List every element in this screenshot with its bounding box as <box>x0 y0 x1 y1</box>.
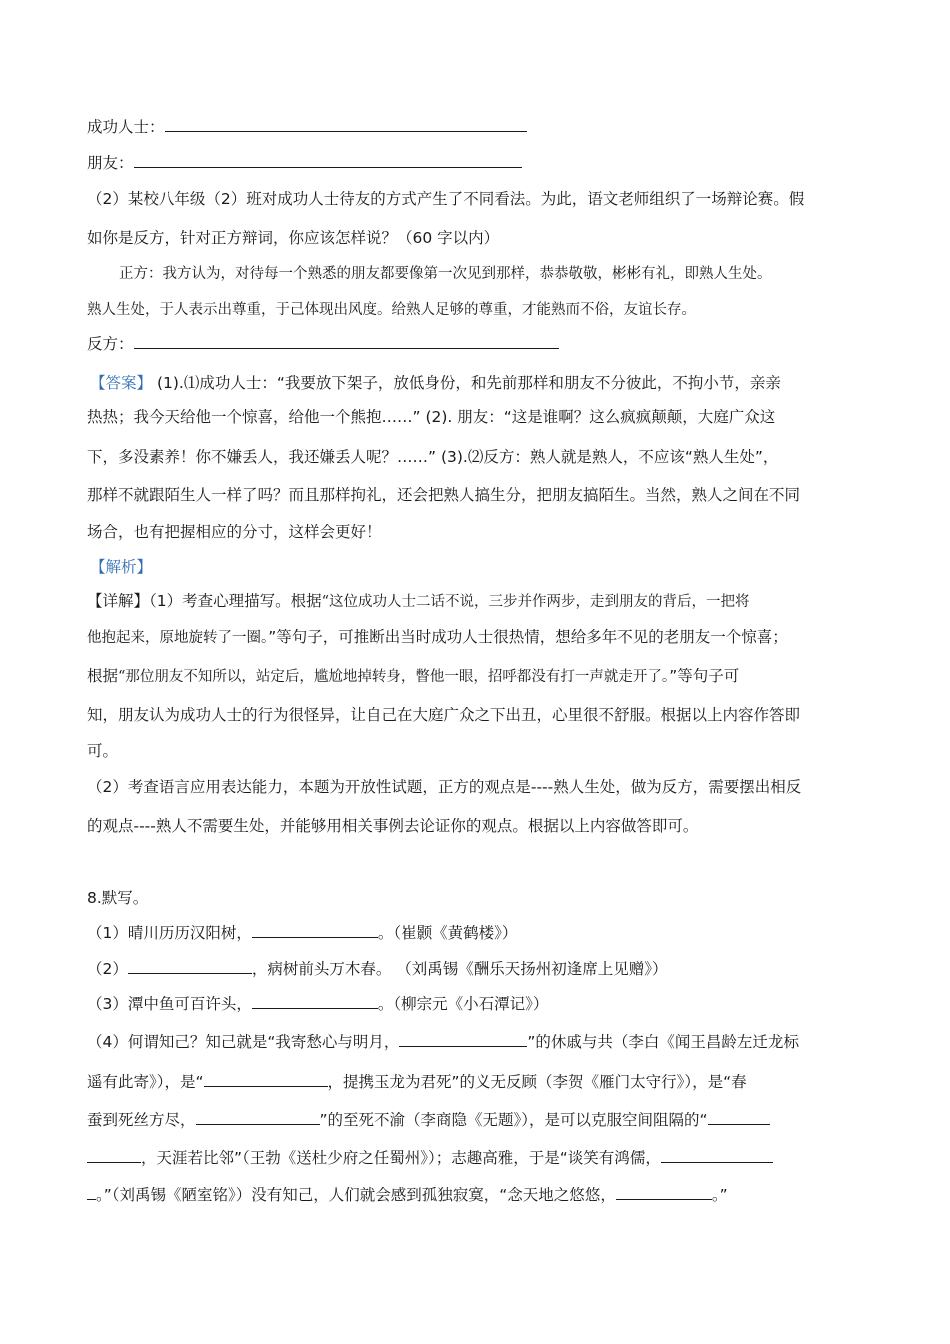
q8-item1-post: 。（崔颢《黄鹤楼》） <box>377 924 518 942</box>
q8-item4-blank5b[interactable] <box>87 1184 96 1200</box>
q2-prompt-line1: （2）某校八年级（2）班对成功人士待友的方式产生了不同看法。为此，语文老师组织了一场辩论赛。假 <box>87 190 805 208</box>
q8-item4-line1 <box>87 1031 799 1053</box>
con-label: 反方： <box>87 335 134 353</box>
q8-item4-l5-end: 。” <box>711 1186 728 1204</box>
q8-item2-pre: （2） <box>87 960 128 978</box>
q8-item4-blank3[interactable] <box>196 1109 320 1125</box>
q8-item4-blank5a[interactable] <box>661 1147 773 1163</box>
detail-line3-head: 根据 <box>87 667 119 685</box>
q8-item4-l4-post: ，天涯若比邻”（王勃《送杜少府之任蜀州》）；志趣高雅，于是“谈笑有鸿儒， <box>141 1149 661 1167</box>
detail-e-line1: （2）考查语言应用表达能力，本题为开放性试题，正方的观点是----熟人生处，做为反方，需要摆出相反 <box>87 778 802 796</box>
detail-line3-quote: “那位朋友不知所以，站定后，尴尬地掉转身，瞥他一眼，招呼都没有打一声就走开了。 <box>118 669 670 685</box>
friend-label: 朋友： <box>87 154 134 172</box>
answer-line3: 下，多没素养！你不嫌丢人，我还嫌丢人呢？……” (3).⑵反方：熟人就是熟人，不应该“熟人生处”， <box>87 448 779 466</box>
q8-item4-blank4a[interactable] <box>708 1109 770 1125</box>
con-blank[interactable] <box>134 333 559 349</box>
q8-item4-l5-post: 。”（刘禹锡《陋室铭》）没有知己，人们就会感到孤独寂寞，“念天地之悠悠， <box>96 1186 616 1204</box>
q2-prompt-line2: 如你是反方，针对正方辩词，你应该怎样说？（60 字以内） <box>87 229 500 247</box>
q8-title: 8.默写。 <box>87 889 149 907</box>
detail-line2 <box>87 626 788 649</box>
detail-line2-rest: ”等句子，可推断出当时成功人士很热情，想给多年不见的老朋友一个惊喜； <box>268 628 788 646</box>
q8-item4-l1-pre: （4）何谓知己？知己就是“我寄愁心与明月， <box>87 1033 400 1051</box>
detail-line1-quote: “这位成功人士二话不说，三步并作两步，走到朋友的背后，一把将 <box>321 594 750 610</box>
friend-answer-line <box>87 152 522 174</box>
q8-item1-blank[interactable] <box>252 922 378 938</box>
success-answer-line <box>87 116 527 138</box>
q8-item4-line5 <box>87 1184 728 1206</box>
pro-side-line1: 正方：我方认为，对待每一个熟悉的朋友都要像第一次见到那样，恭恭敬敬，彬彬有礼，即熟人生处。 <box>119 266 772 282</box>
answer-line4: 那样不就跟陌生人一样了吗？而且那样拘礼，还会把熟人搞生分，把朋友搞陌生。当然，熟人之间在不同 <box>87 486 801 504</box>
detail-line3 <box>87 665 739 688</box>
detail-line3-rest: ”等句子可 <box>669 667 740 685</box>
q8-item4-blank1[interactable] <box>399 1031 527 1047</box>
con-answer-line <box>87 333 559 355</box>
q8-item1 <box>87 922 517 944</box>
detail-tag: 【详解】 <box>87 592 150 610</box>
q8-item2-blank[interactable] <box>128 958 252 974</box>
q8-item2-post: ，病树前头万木春。 （刘禹锡《酬乐天扬州初逢席上见赠》） <box>251 960 668 978</box>
q8-item4-l2-pre: 遥有此寄》），是“ <box>87 1073 204 1091</box>
q8-item3 <box>87 993 548 1015</box>
success-label: 成功人士： <box>87 118 165 136</box>
q8-item4-blank6[interactable] <box>616 1184 712 1200</box>
detail-line2-quote: 他抱起来，原地旋转了一圈。 <box>87 630 269 646</box>
answer-text1: (1).⑴成功人士：“我要放下架子，放低身份，和先前那样和朋友不分彼此，不拘小节，亲亲 <box>152 374 781 392</box>
q8-item4-l3-post: ”的至死不渝（李商隐《无题》），是可以克服空间阻隔的“ <box>319 1111 708 1129</box>
pro-side-line2: 熟人生处，于人表示出尊重，于己体现出风度。给熟人足够的尊重，才能熟而不俗，友谊长存。 <box>87 302 696 318</box>
friend-blank[interactable] <box>134 152 522 168</box>
analysis-tag: 【解析】 <box>90 558 153 576</box>
q8-item4-blank2[interactable] <box>204 1071 328 1087</box>
detail-line1 <box>87 590 750 613</box>
q8-item4-l2-post: ，提携玉龙为君死”的义无反顾（李贺《雁门太守行》），是“春 <box>327 1073 747 1091</box>
q8-item4-line2 <box>87 1071 747 1093</box>
q8-item3-post: 。（柳宗元《小石潭记》） <box>377 995 549 1013</box>
q8-item1-pre: （1）晴川历历汉阳树， <box>87 924 252 942</box>
q8-item2 <box>87 958 668 980</box>
q8-item4-l1-post: ”的休戚与共（李白《闻王昌龄左迁龙标 <box>527 1033 799 1051</box>
detail-line1-head: （1）考查心理描写。根据 <box>149 592 322 610</box>
answer-line1 <box>90 372 781 394</box>
q8-item4-blank4b[interactable] <box>87 1147 141 1163</box>
q8-item4-line3 <box>87 1109 770 1131</box>
success-blank[interactable] <box>165 116 527 132</box>
answer-line5: 场合，也有把握相应的分寸，这样会更好！ <box>87 523 382 541</box>
answer-tag: 【答案】 <box>90 374 153 392</box>
detail-line4: 知，朋友认为成功人士的行为很怪异，让自己在大庭广众之下出丑，心里很不舒服。根据以上内容作答即 <box>87 706 801 724</box>
q8-item4-l3-pre: 蚕到死丝方尽， <box>87 1111 196 1129</box>
answer-line2: 热热；我今天给他一个惊喜，给他一个熊抱……” (2). 朋友：“这是谁啊？这么疯疯颠颠，大庭广众这 <box>87 408 776 426</box>
detail-line5: 可。 <box>87 742 119 760</box>
q8-item3-pre: （3）潭中鱼可百许头， <box>87 995 252 1013</box>
q8-item4-line4 <box>87 1147 773 1169</box>
detail-e-line2: 的观点----熟人不需要生处，并能够用相关事例去论证你的观点。根据以上内容做答即可。 <box>87 817 699 835</box>
q8-item3-blank[interactable] <box>252 993 378 1009</box>
